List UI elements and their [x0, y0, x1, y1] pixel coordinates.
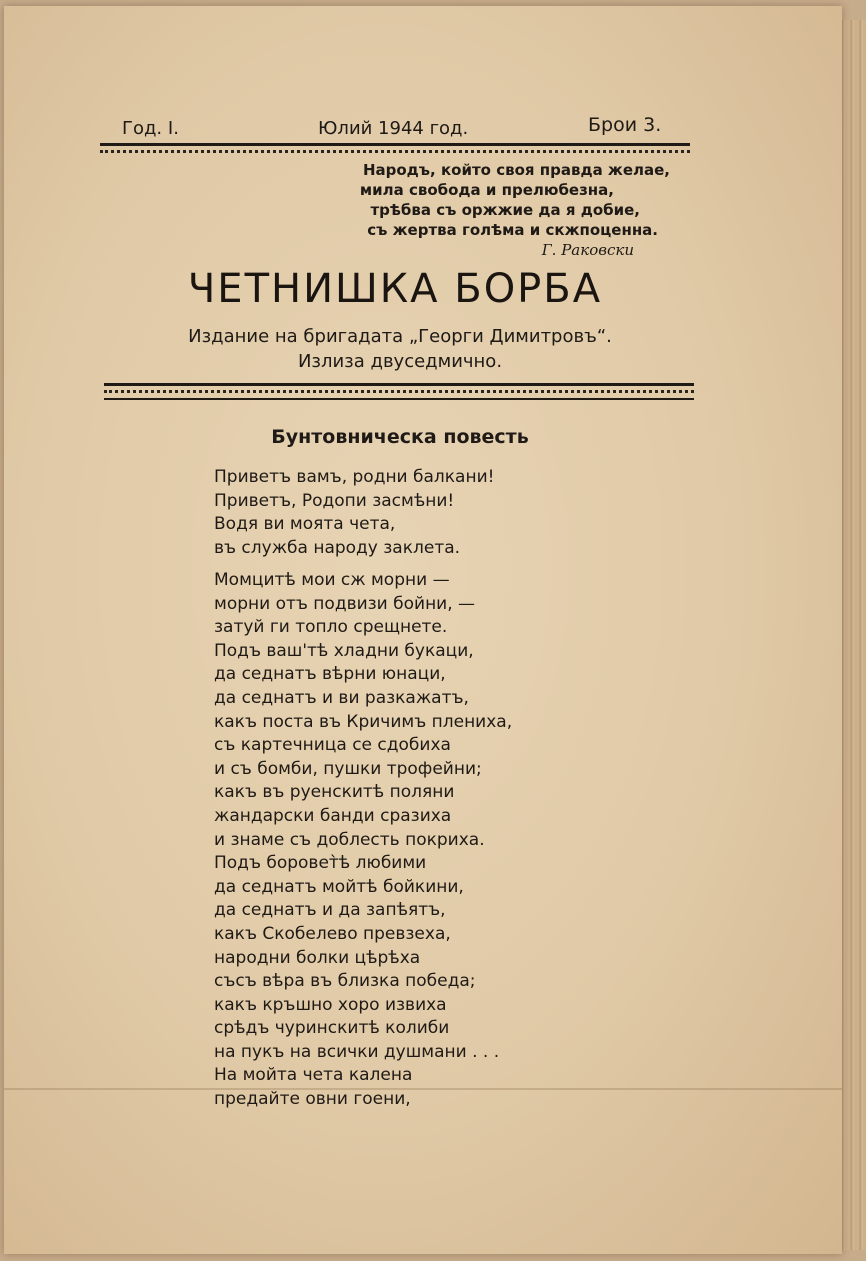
poem-verse: Приветъ, Родопи засмѣни!: [214, 490, 455, 511]
poem-verse: народни болки цѣрѣха: [214, 947, 421, 968]
motto-line: трѣбва съ оржжие да я добие,: [370, 201, 640, 219]
motto-line: Народъ, който своя правда желае,: [362, 161, 670, 179]
poem-stanza-2: [214, 569, 614, 1112]
poem-verse: какъ поста въ Кричимъ плениха,: [214, 711, 513, 732]
poem-verse: да седнатъ вѣрни юнаци,: [214, 664, 446, 685]
poem-verse: Приветъ вамъ, родни балкани!: [214, 467, 495, 487]
year-label: Год. I.: [122, 118, 179, 139]
poem-verse: да седнатъ мойтѣ бойкини,: [214, 876, 464, 897]
poem-verse: Подъ ваш'тѣ хладни букаци,: [214, 640, 474, 661]
poem-verse: срѣдъ чуринскитѣ колиби: [214, 1018, 450, 1039]
poem-verse: Водя ви моята чета,: [214, 514, 396, 535]
poem-verse: и знаме съ доблесть покриха.: [214, 829, 485, 850]
poem-verse: и съ бомби, пушки трофейни;: [214, 758, 482, 779]
poem-verse: предайте овни гоени,: [214, 1089, 411, 1110]
motto-author: Г. Раковски: [541, 241, 634, 259]
poem-verse: Момцитѣ мои сж морни —: [214, 570, 450, 590]
poem-title: Бунтовническа повесть: [271, 426, 529, 448]
poem-verse: въ служба народу заклета.: [214, 537, 461, 558]
masthead-rule-bottom: [104, 398, 694, 400]
motto-line: мила свобода и прелюбезна,: [359, 181, 614, 199]
poem-verse: На мойта чета калена: [214, 1065, 413, 1086]
poem-verse: да седнатъ и ви разкажатъ,: [214, 687, 469, 708]
newspaper-title: ЧЕТНИШКА БОРБА: [187, 266, 603, 312]
poem-verse: какъ Скобелево превзеха,: [214, 923, 451, 944]
motto-line: съ жертва голѣма и скжпоценна.: [367, 221, 658, 239]
publisher-line: Издание на бригадата „Георги Димитровъ“.: [188, 326, 612, 347]
poem-verse: Подъ боровет̀ѣ любими: [214, 853, 427, 874]
poem-verse: какъ кръшно хоро извиха: [214, 994, 447, 1015]
motto-quote: [310, 160, 670, 260]
poem-verse: съсъ вѣра въ близка победа;: [214, 971, 476, 992]
issue-header: [100, 114, 690, 144]
header-rule-top: [100, 143, 690, 146]
poem-stanza-1: [214, 466, 614, 560]
poem-verse: морни отъ подвизи бойни, —: [214, 593, 476, 614]
poem-verse: какъ въ руенскитѣ поляни: [214, 782, 455, 803]
frequency-line: Излиза двуседмично.: [297, 351, 503, 372]
header-rule-dots: [100, 150, 690, 153]
date-label: Юлий 1944 год.: [318, 118, 469, 139]
poem-verse: затуй ги топло срещнете.: [214, 617, 448, 638]
poem-verse: да седнатъ и да запѣятъ,: [214, 900, 446, 921]
masthead-rule-top: [104, 383, 694, 386]
masthead-rule-dots: [104, 390, 694, 393]
poem-verse: на пукъ на всички душмани . . .: [214, 1041, 500, 1062]
poem-verse: жандарски банди сразиха: [214, 805, 452, 826]
issue-label: Брои 3.: [588, 114, 662, 136]
poem-verse: съ картечница се сдобиха: [214, 735, 451, 756]
